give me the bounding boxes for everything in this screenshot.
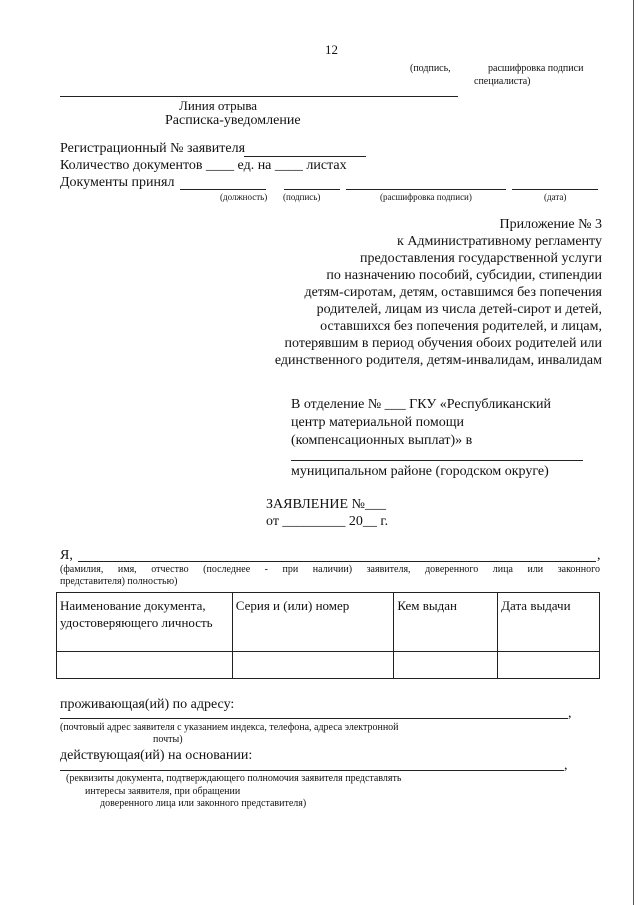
- reg-number-label: Регистрационный № заявителя: [60, 141, 246, 156]
- appendix-line: по назначению пособий, субсидии, стипендии: [326, 268, 602, 283]
- table-header-row: [57, 593, 600, 652]
- addressee-line-2: центр материальной помощи: [291, 415, 464, 430]
- basis-caption-1: (реквизиты документа, подтверждающего полномочия заявителя представлять: [66, 773, 402, 784]
- basis-caption-3: доверенного лица или законного представителя): [100, 798, 307, 809]
- decode-field[interactable]: [346, 189, 506, 190]
- header-doc-name: Наименование документа, удостоверяющего личность: [57, 593, 233, 652]
- appendix-line: к Административному регламенту: [397, 234, 602, 249]
- position-field[interactable]: [180, 189, 266, 190]
- district-field[interactable]: [291, 460, 583, 461]
- addressee-line-4: муниципальном районе (городском округе): [291, 464, 549, 479]
- appendix-block: [275, 216, 602, 369]
- docs-accepted-label: Документы принял: [60, 175, 175, 190]
- addressee-line-3: (компенсационных выплат)» в: [291, 433, 473, 448]
- table-row: [57, 652, 600, 679]
- scan-edge: [633, 0, 634, 905]
- basis-caption-2: интересы заявителя, при обращении: [85, 786, 241, 797]
- cell-issue-date[interactable]: [498, 652, 600, 679]
- applicant-caption-1: (фамилия, имя, отчество (последнее - при наличии) заявителя, доверенного лица или законного: [60, 564, 600, 575]
- date-caption: (дата): [544, 192, 567, 202]
- signature-field[interactable]: [284, 189, 340, 190]
- address-caption-1: (почтовый адрес заявителя с указанием индекса, телефона, адреса электронной: [60, 722, 399, 733]
- decode-caption: (расшифровка подписи): [380, 192, 472, 202]
- appendix-line: потерявшим в период обучения обоих родителей или: [284, 336, 602, 351]
- statement-date: от _________ 20__ г.: [266, 514, 389, 529]
- signature-decode-caption: расшифровка подписи: [488, 63, 584, 74]
- receipt-title: Расписка-уведомление: [165, 113, 301, 128]
- basis-field[interactable]: [60, 770, 564, 771]
- signature-caption-2: (подпись): [283, 192, 321, 202]
- appendix-line: детям-сиротам, детям, оставшимся без попечения: [304, 285, 602, 300]
- doc-count-line: Количество документов ____ ед. на ____ листах: [60, 158, 347, 173]
- appendix-line: родителей, лицам из числа детей-сирот и детей,: [316, 302, 602, 317]
- addressee-line-1: В отделение № ___ ГКУ «Республиканский: [291, 397, 551, 412]
- applicant-caption-2: представителя) полностью): [60, 576, 178, 587]
- document-page: 12 (подпись, расшифровка подписи специалиста) Линия отрыва Расписка-уведомление Регистрационный № заявителя Количество документов ____ ед. на ____ листах Документы принял (должность) (подпись) (расшифровка подписи) (дата) Приложение № 3 к Административному регламенту предоставления государственной услуги по назначению пособий, субсидии, стипендии детям-сиротам, детям, оставшимся без попечения родителей, лицам из числа детей-сирот и детей, оставшихся без попечения родителей, и лицам, потерявшим в период обучения обоих родителей или единственного родителя, детям-инвалидам, инвалидам В отделение № ___ ГКУ «Республиканский центр материальной помощи (компенсационных выплат)» в муниципальном районе (городском округе) ЗАЯВЛЕНИЕ №___ от _________ 20__ г. Я, , (фамилия, имя, отчество (последнее - при наличии) заявителя, доверенного лица или законного представителя) полностью) Наименование документа, удостоверяющего личность Серия и (или) номер Кем выдан Дата выдачи проживающая(ий) по адресу: , (почтовый адрес заявителя с указанием индекса, телефона, адреса электронной почты) действующая(ий) на основании: , (реквизиты документа, подтверждающего полномочия заявителя представлять интересы заявителя, при обращении доверенного лица или законного представителя): [0, 0, 640, 905]
- specialist-caption: специалиста): [474, 76, 531, 87]
- header-series-number: Серия и (или) номер: [232, 593, 394, 652]
- header-issued-by: Кем выдан: [394, 593, 498, 652]
- addressee-block: [291, 396, 551, 450]
- tear-line-label: Линия отрыва: [179, 98, 258, 113]
- address-caption-2: почты): [153, 734, 183, 745]
- address-field[interactable]: [60, 718, 568, 719]
- cell-issued-by[interactable]: [394, 652, 498, 679]
- applicant-prefix: Я,: [60, 548, 73, 563]
- appendix-line: единственного родителя, детям-инвалидам, инвалидам: [274, 353, 602, 368]
- date-field[interactable]: [512, 189, 598, 190]
- appendix-line: предоставления государственной услуги: [360, 251, 602, 266]
- appendix-line: Приложение № 3: [499, 217, 602, 232]
- basis-label: действующая(ий) на основании:: [60, 748, 253, 763]
- appendix-line: оставшихся без попечения родителей, и лицам,: [320, 319, 602, 334]
- tear-line: [60, 96, 458, 97]
- reg-number-field[interactable]: [244, 156, 366, 157]
- id-document-table: [56, 592, 600, 679]
- position-caption: (должность): [220, 192, 268, 202]
- statement-title: ЗАЯВЛЕНИЕ №___: [266, 497, 386, 512]
- cell-series-number[interactable]: [232, 652, 394, 679]
- signature-caption: (подпись,: [410, 63, 451, 74]
- applicant-name-field[interactable]: [78, 561, 596, 562]
- page-number: 12: [325, 42, 338, 57]
- header-issue-date: Дата выдачи: [498, 593, 600, 652]
- address-label: проживающая(ий) по адресу:: [60, 697, 235, 712]
- cell-doc-name[interactable]: [57, 652, 233, 679]
